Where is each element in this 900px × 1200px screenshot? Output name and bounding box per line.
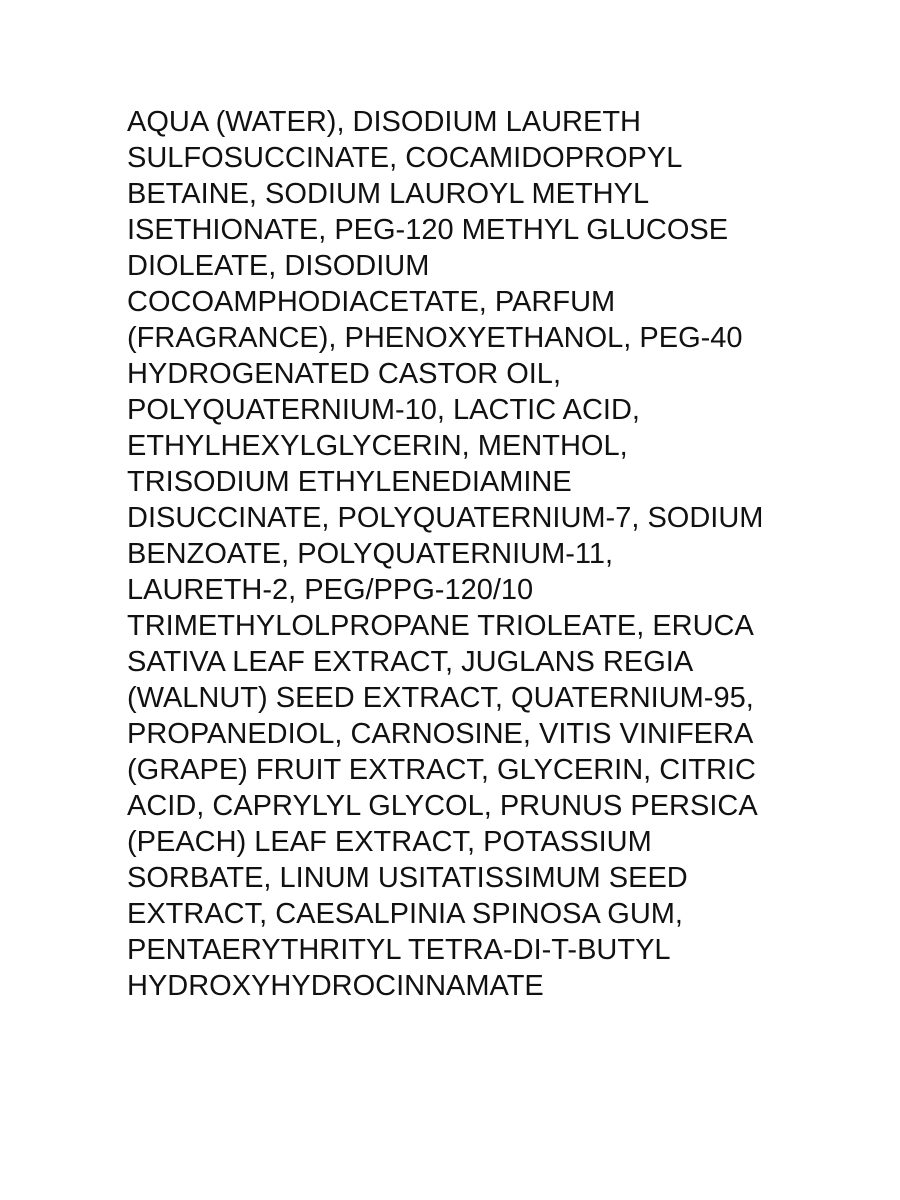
ingredient-list: [127, 104, 827, 1004]
ingredient-line: PROPANEDIOL, CARNOSINE, VITIS VINIFERA: [127, 718, 754, 750]
ingredient-line: PENTAERYTHRITYL TETRA-DI-T-BUTYL: [127, 934, 671, 966]
ingredient-line: (PEACH) LEAF EXTRACT, POTASSIUM: [127, 826, 652, 858]
ingredient-line: LAURETH-2, PEG/PPG-120/10: [127, 574, 534, 606]
ingredient-line: TRIMETHYLOLPROPANE TRIOLEATE, ERUCA: [127, 610, 754, 642]
ingredient-line: DISUCCINATE, POLYQUATERNIUM-7, SODIUM: [127, 502, 764, 534]
ingredient-line: (FRAGRANCE), PHENOXYETHANOL, PEG-40: [127, 322, 743, 354]
ingredient-line: AQUA (WATER), DISODIUM LAURETH: [127, 106, 641, 138]
ingredient-line: BETAINE, SODIUM LAUROYL METHYL: [127, 178, 650, 210]
ingredient-line: SORBATE, LINUM USITATISSIMUM SEED: [127, 862, 688, 894]
ingredient-line: POLYQUATERNIUM-10, LACTIC ACID,: [127, 394, 640, 426]
ingredient-line: ACID, CAPRYLYL GLYCOL, PRUNUS PERSICA: [127, 790, 758, 822]
ingredient-line: SATIVA LEAF EXTRACT, JUGLANS REGIA: [127, 646, 694, 678]
ingredient-line: SULFOSUCCINATE, COCAMIDOPROPYL: [127, 142, 683, 174]
ingredient-line: HYDROXYHYDROCINNAMATE: [127, 970, 544, 1002]
ingredient-line: BENZOATE, POLYQUATERNIUM-11,: [127, 538, 614, 570]
ingredient-line: TRISODIUM ETHYLENEDIAMINE: [127, 466, 572, 498]
ingredient-line: HYDROGENATED CASTOR OIL,: [127, 358, 561, 390]
ingredient-line: DIOLEATE, DISODIUM: [127, 250, 430, 282]
ingredient-line: (WALNUT) SEED EXTRACT, QUATERNIUM-95,: [127, 682, 754, 714]
ingredient-line: COCOAMPHODIACETATE, PARFUM: [127, 286, 616, 318]
ingredient-line: ETHYLHEXYLGLYCERIN, MENTHOL,: [127, 430, 628, 462]
ingredient-line: EXTRACT, CAESALPINIA SPINOSA GUM,: [127, 898, 683, 930]
ingredient-line: (GRAPE) FRUIT EXTRACT, GLYCERIN, CITRIC: [127, 754, 756, 786]
ingredient-line: ISETHIONATE, PEG-120 METHYL GLUCOSE: [127, 214, 729, 246]
